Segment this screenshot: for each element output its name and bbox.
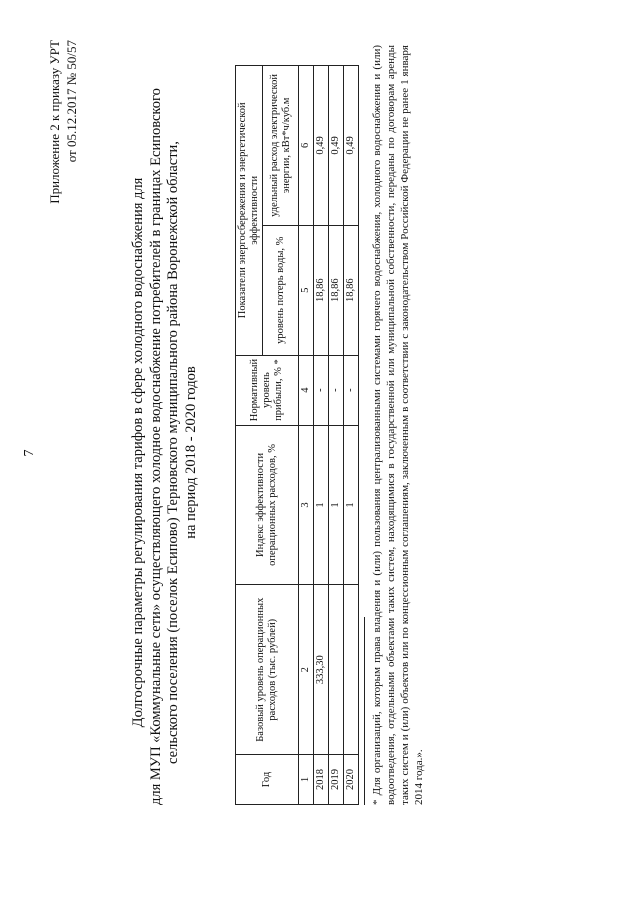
annex-reference [46, 40, 80, 280]
cell-loss: 18,86 [329, 225, 344, 355]
cell-year: 2020 [344, 755, 359, 805]
document-title [130, 88, 200, 805]
title-line: Долгосрочные параметры регулирования тарифов в сфере холодного водоснабжения для [130, 177, 146, 728]
header-normative-profit: Нормативный уровень прибыли, % * [236, 355, 299, 425]
page-number: 7 [22, 449, 37, 457]
cell-power: 0,49 [314, 66, 329, 226]
column-number-row [299, 66, 314, 805]
annex-line-2: от 05.12.2017 № 50/57 [64, 40, 79, 163]
cell-index: 1 [314, 425, 329, 585]
title-line: для МУП «Коммунальные сети» осуществляющего холодное водоснабжение потребителей в границах Есиповского [147, 88, 164, 805]
header-year: Год [236, 755, 299, 805]
tariff-parameters-table [235, 65, 359, 805]
table-row [314, 66, 329, 805]
header-water-loss: уровень потерь воды, % [263, 225, 299, 355]
cell-year: 2018 [314, 755, 329, 805]
header-specific-power: удельный расход электрической энергии, кВт*ч/куб.м [263, 66, 299, 226]
cell-power: 0,49 [344, 66, 359, 226]
footnote: * Для организаций, которым права владения и (или) пользования централизованными системами горячего водоснабжения, холодного водоснабжения и (или) водоотведения, отдельными объектами таких систем, находящимися в государственной или муниципальной собственности, переданы по договорам аренды таких систем и (или) объектов или по концессионным соглашениям, заключенным в соответствии с законодательством Российской Федерации не ранее 1 января 2014 года.». [371, 45, 425, 805]
title-line: сельского поселения (поселок Есипово) Терновского муниципального района Воронежской области, [165, 141, 181, 764]
annex-line-1: Приложение 2 к приказу УРТ [47, 40, 62, 204]
cell-base [329, 585, 344, 755]
column-number: 4 [299, 355, 314, 425]
column-number: 6 [299, 66, 314, 226]
column-number: 1 [299, 755, 314, 805]
cell-index: 1 [329, 425, 344, 585]
cell-loss: 18,86 [344, 225, 359, 355]
header-energy-group: Показатели энергосбережения и энергетической эффективности [236, 66, 263, 356]
table-row [329, 66, 344, 805]
cell-base [344, 585, 359, 755]
column-number: 2 [299, 585, 314, 755]
column-number: 5 [299, 225, 314, 355]
cell-loss: 18,86 [314, 225, 329, 355]
cell-profit: - [329, 355, 344, 425]
column-number: 3 [299, 425, 314, 585]
cell-profit: - [314, 355, 329, 425]
title-line: на период 2018 - 2020 годов [182, 366, 199, 539]
footnote-separator [364, 617, 365, 805]
table-row [344, 66, 359, 805]
header-efficiency-index: Индекс эффективности операционных расходов, % [236, 425, 299, 585]
cell-profit: - [344, 355, 359, 425]
cell-base: 333,30 [314, 585, 329, 755]
cell-power: 0,49 [329, 66, 344, 226]
cell-index: 1 [344, 425, 359, 585]
cell-year: 2019 [329, 755, 344, 805]
header-base-level: Базовый уровень операционных расходов (тыс. рублей) [236, 585, 299, 755]
